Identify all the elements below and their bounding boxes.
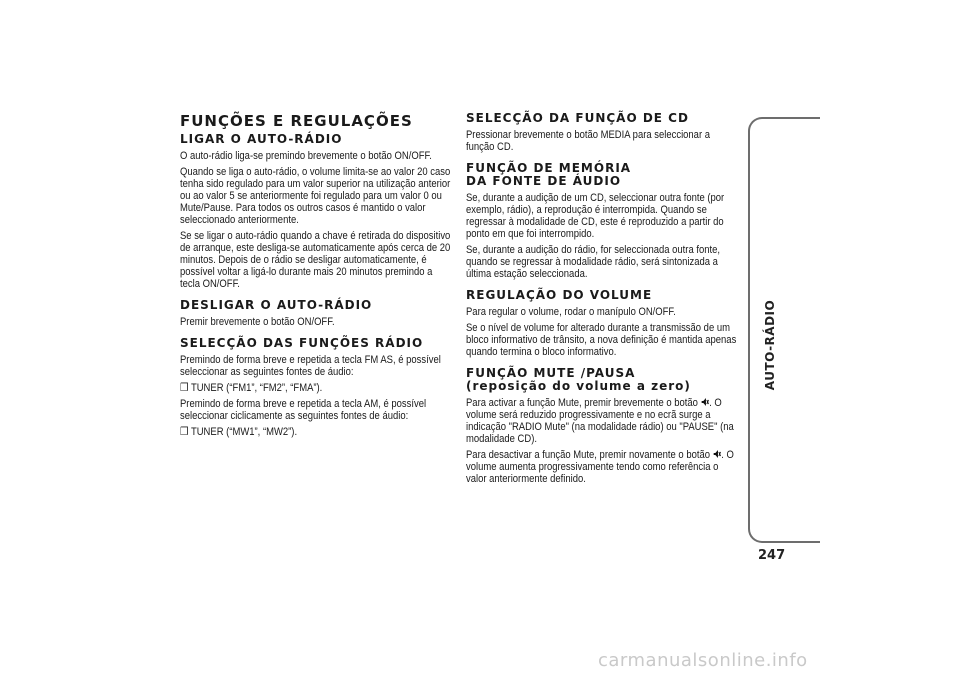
heading-memoria xyxy=(466,162,738,188)
para-ligar-2: Quando se liga o auto-rádio, o volume limita-se ao valor 20 caso tenha sido regulado para um valor superior na utilização anterior ou ao valor 5 se anteriormente foi regulado para um valor 0 ou Mute/Pause. Para todos os outros casos é mantido o valor seleccionado anteriormente. xyxy=(180,166,451,226)
watermark: carmanualsonline.info xyxy=(598,650,808,671)
para-mute-1-a: Para activar a função Mute, premir brevemente o botão xyxy=(466,397,701,409)
para-cd-1: Pressionar brevemente o botão MEDIA para seleccionar a função CD. xyxy=(466,129,710,153)
heading-mute xyxy=(466,367,738,393)
right-column xyxy=(466,112,738,489)
para-mute-1 xyxy=(466,397,737,445)
bullet-icon: ❒ xyxy=(180,382,189,394)
bullet-item-tuner-fm xyxy=(180,382,451,394)
heading-memoria-line1: FUNÇÃO DE MEMÓRIA xyxy=(466,161,632,175)
bullet-text: TUNER (“MW1”, “MW2”). xyxy=(190,426,298,438)
bullet-icon: ❒ xyxy=(180,426,189,438)
heading-ligar: LIGAR O AUTO-RÁDIO xyxy=(180,132,343,146)
page-number: 247 xyxy=(758,548,786,563)
para-mute-2-a: Para desactivar a função Mute, premir novamente o botão xyxy=(466,449,713,461)
para-memoria-2: Se, durante a audição do rádio, for seleccionada outra fonte, quando se regressar à modalidade rádio, será sintonizada a última estação seleccionada. xyxy=(466,244,721,280)
chapter-tab-text: AUTO-RÁDIO xyxy=(763,299,777,391)
para-seleccao-1: Premindo de forma breve e repetida a tecla FM AS, é possível seleccionar as seguintes fontes de áudio: xyxy=(180,354,441,378)
para-mute-2-b: . O volume aumenta progressivamente tendo como referência o valor anteriormente definido. xyxy=(466,449,734,485)
heading-cd: SELECÇÃO DA FUNÇÃO DE CD xyxy=(466,111,689,125)
para-mute-2 xyxy=(466,449,737,485)
para-mute-1-b: . O volume será reduzido progressivamente e no ecrã surge a indicação "RADIO Mute" (na modalidade rádio) ou "PAUSE" (na modalidade CD). xyxy=(466,397,734,445)
heading-memoria-line2: DA FONTE DE ÁUDIO xyxy=(466,174,622,188)
para-ligar-3: Se se ligar o auto-rádio quando a chave é retirada do dispositivo de arranque, este desliga-se automaticamente após cerca de 20 minutos. Depois de o rádio se desligar automaticamente, é possível voltar a ligá-lo durante mais 20 minutos premindo a tecla ON/OFF. xyxy=(180,230,451,290)
chapter-tab-label xyxy=(750,300,790,390)
bullet-item-tuner-mw xyxy=(180,426,451,438)
heading-seleccao-radio: SELECÇÃO DAS FUNÇÕES RÁDIO xyxy=(180,336,424,350)
para-volume-1: Para regular o volume, rodar o manípulo ON/OFF. xyxy=(466,306,676,318)
heading-volume: REGULAÇÃO DO VOLUME xyxy=(466,288,653,302)
page-title: FUNÇÕES E REGULAÇÕES xyxy=(180,112,413,130)
bullet-text: TUNER (“FM1”, “FM2”, “FMA”). xyxy=(190,382,323,394)
heading-desligar: DESLIGAR O AUTO-RÁDIO xyxy=(180,298,373,312)
para-memoria-1: Se, durante a audição de um CD, seleccionar outra fonte (por exemplo, rádio), a reprodução é interrompida. Quando se regressar à modalidade de CD, este é reproduzido a partir do ponto em que foi interrompido. xyxy=(466,192,725,240)
heading-mute-line2: (reposição do volume a zero) xyxy=(466,379,691,393)
para-seleccao-2: Premindo de forma breve e repetida a tecla AM, é possível seleccionar ciclicamente as seguintes fontes de áudio: xyxy=(180,398,427,422)
para-ligar-1: O auto-rádio liga-se premindo brevemente o botão ON/OFF. xyxy=(180,150,432,162)
heading-mute-line1: FUNÇÃO MUTE /PAUSA xyxy=(466,366,636,380)
para-desligar-1: Premir brevemente o botão ON/OFF. xyxy=(180,316,335,328)
mute-pause-icon xyxy=(701,397,710,407)
mute-pause-icon xyxy=(713,449,722,459)
left-column xyxy=(180,112,452,442)
para-volume-2: Se o nível de volume for alterado durante a transmissão de um bloco informativo de trânsito, a nova definição é mantida apenas quando termina o bloco informativo. xyxy=(466,322,737,358)
